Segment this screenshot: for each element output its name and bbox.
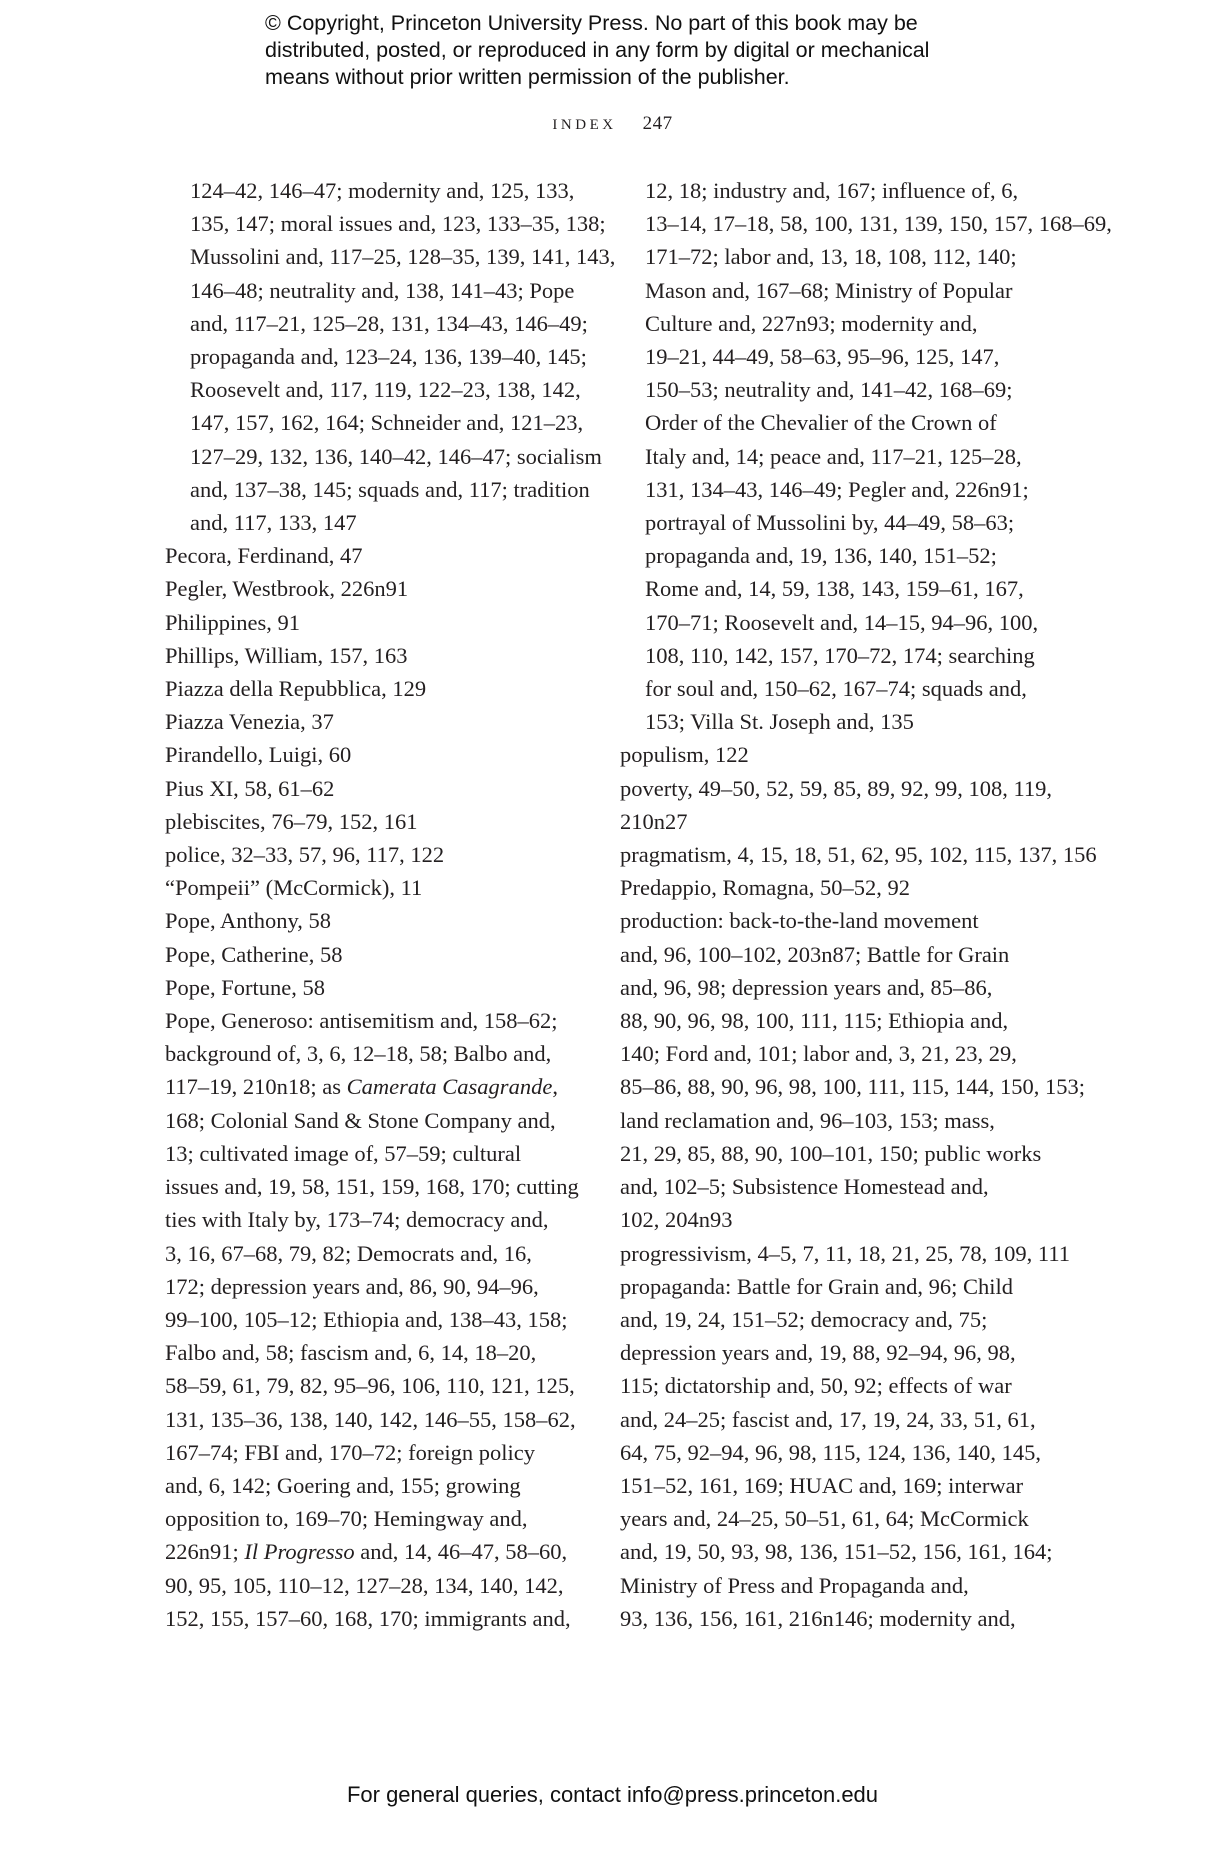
index-entry-line: Rome and, 14, 59, 138, 143, 159–61, 167,: [645, 576, 1024, 602]
index-entry-progressivism: [620, 1237, 1070, 1270]
index-entry-line: and, 24–25; fascist and, 17, 19, 24, 33, 51, 61,: [620, 1406, 1036, 1432]
index-entry-line: 171–72; labor and, 13, 18, 108, 112, 140;: [645, 244, 1017, 270]
index-entry-pope-generoso: [165, 1004, 585, 1635]
index-entry-continued-entry: [165, 174, 616, 539]
index-entry-line: and, 96, 100–102, 203n87; Battle for Grain: [620, 941, 1010, 967]
index-entry-phillips: [165, 639, 585, 672]
index-entry-line: 85–86, 88, 90, 96, 98, 100, 111, 115, 144, 150, 153;: [620, 1074, 1085, 1100]
index-entry-line: Pegler, Westbrook, 226n91: [165, 576, 409, 602]
index-entry-production: [620, 904, 1085, 1236]
index-entry-predappio: [620, 871, 1030, 904]
index-entry-line: and, 19, 50, 93, 98, 136, 151–52, 156, 161, 164;: [620, 1539, 1053, 1565]
index-entry-line: for soul and, 150–62, 167–74; squads and,: [645, 676, 1027, 702]
index-entry-line: 19–21, 44–49, 58–63, 95–96, 125, 147,: [645, 344, 1000, 370]
index-entry-line: 151–52, 161, 169; HUAC and, 169; interwar: [620, 1472, 1024, 1498]
index-entry-line: land reclamation and, 96–103, 153; mass,: [620, 1107, 995, 1133]
index-entry-line: 150–53; neutrality and, 141–42, 168–69;: [645, 377, 1013, 403]
running-head: [0, 113, 1225, 135]
index-entry-line: propaganda: Battle for Grain and, 96; Child: [620, 1273, 1014, 1299]
index-entry-line: propaganda and, 123–24, 136, 139–40, 145;: [190, 344, 587, 370]
index-entry-line: 127–29, 132, 136, 140–42, 146–47; socialism: [190, 443, 602, 469]
index-entry-line: and, 117, 133, 147: [190, 510, 357, 536]
copyright-line: distributed, posted, or reproduced in any form by digital or mechanical: [265, 38, 930, 62]
index-entry-line: 13; cultivated image of, 57–59; cultural: [165, 1140, 522, 1166]
index-entry-line: 117–19, 210n18; as Camerata Casagrande,: [165, 1074, 558, 1100]
index-entry-line: 58–59, 61, 79, 82, 95–96, 106, 110, 121, 125,: [165, 1373, 575, 1399]
index-entry-line: 99–100, 105–12; Ethiopia and, 138–43, 158;: [165, 1306, 568, 1332]
index-entry-line: Italy and, 14; peace and, 117–21, 125–28,: [645, 443, 1022, 469]
index-entry-line: years and, 24–25, 50–51, 61, 64; McCormick: [620, 1506, 1029, 1532]
index-entry-line: and, 6, 142; Goering and, 155; growing: [165, 1472, 521, 1498]
index-entry-line: 168; Colonial Sand & Stone Company and,: [165, 1107, 556, 1133]
index-entry-line: poverty, 49–50, 52, 59, 85, 89, 92, 99, 108, 119,: [620, 775, 1053, 801]
index-entry-line: Pope, Generoso: antisemitism and, 158–62;: [165, 1008, 558, 1034]
index-entry-line: 172; depression years and, 86, 90, 94–96,: [165, 1273, 539, 1299]
index-entry-line: Predappio, Romagna, 50–52, 92: [620, 875, 910, 901]
index-entry-line: and, 96, 98; depression years and, 85–86,: [620, 974, 993, 1000]
index-entry-line: 3, 16, 67–68, 79, 82; Democrats and, 16,: [165, 1240, 532, 1266]
index-entry-line: 108, 110, 142, 157, 170–72, 174; searching: [645, 642, 1035, 668]
index-entry-line: Order of the Chevalier of the Crown of: [645, 410, 997, 436]
index-entry-line: Pope, Fortune, 58: [165, 974, 325, 1000]
index-entry-pirandello: [165, 738, 585, 771]
index-entry-line: 21, 29, 85, 88, 90, 100–101, 150; public works: [620, 1140, 1042, 1166]
index-entry-line: 170–71; Roosevelt and, 14–15, 94–96, 100,: [645, 609, 1039, 635]
index-entry-line: 226n91; Il Progresso and, 14, 46–47, 58–60,: [165, 1539, 568, 1565]
index-entry-piazza-venezia: [165, 705, 585, 738]
index-column-left: [165, 174, 616, 1635]
index-entry-line: Philippines, 91: [165, 609, 301, 635]
index-entry-line: plebiscites, 76–79, 152, 161: [165, 808, 418, 834]
index-entry-line: Pirandello, Luigi, 60: [165, 742, 352, 768]
index-entry-line: propaganda and, 19, 136, 140, 151–52;: [645, 543, 997, 569]
index-entry-line: populism, 122: [620, 742, 749, 768]
index-entry-line: and, 137–38, 145; squads and, 117; tradition: [190, 476, 590, 502]
index-entry-line: 210n27: [620, 808, 688, 834]
index-entry-line: police, 32–33, 57, 96, 117, 122: [165, 842, 445, 868]
index-entry-piazza-della-repubblica: [165, 672, 585, 705]
index-entry-police: [165, 838, 585, 871]
index-entry-line: 131, 135–36, 138, 140, 142, 146–55, 158–62,: [165, 1406, 576, 1432]
index-entry-pius-xi: [165, 772, 585, 805]
index-entry-line: Pecora, Ferdinand, 47: [165, 543, 363, 569]
index-entry-line: production: back-to-the-land movement: [620, 908, 979, 934]
index-entry-line: Mason and, 167–68; Ministry of Popular: [645, 277, 1013, 303]
index-entry-philippines: [165, 606, 585, 639]
index-entry-line: Pope, Anthony, 58: [165, 908, 332, 934]
index-entry-line: Mussolini and, 117–25, 128–35, 139, 141, 143,: [190, 244, 616, 270]
footer-contact: For general queries, contact info@press.princeton.edu: [346, 1782, 879, 1807]
index-entry-line: 152, 155, 157–60, 168, 170; immigrants and,: [165, 1605, 571, 1631]
index-entry-line: Pope, Catherine, 58: [165, 941, 343, 967]
index-entry-line: portrayal of Mussolini by, 44–49, 58–63;: [645, 510, 1015, 536]
copyright-line: means without prior written permission of the publisher.: [265, 65, 790, 89]
index-entry-line: 124–42, 146–47; modernity and, 125, 133,: [190, 178, 575, 203]
index-entry-poverty: [620, 772, 1053, 838]
index-entry-line: issues and, 19, 58, 151, 159, 168, 170; cutting: [165, 1174, 579, 1200]
index-entry-line: pragmatism, 4, 15, 18, 51, 62, 95, 102, 115, 137, 156: [620, 842, 1097, 868]
index-entry-plebiscites: [165, 805, 585, 838]
index-entry-line: 13–14, 17–18, 58, 100, 131, 139, 150, 157, 168–69,: [645, 211, 1112, 237]
page-number: 247: [642, 113, 673, 134]
index-entry-line: 12, 18; industry and, 167; influence of, 6,: [645, 178, 1019, 203]
index-entry-line: Culture and, 227n93; modernity and,: [645, 310, 978, 336]
index-entry-line: 102, 204n93: [620, 1207, 733, 1233]
index-entry-line: Ministry of Press and Propaganda and,: [620, 1572, 969, 1598]
index-entry-line: 90, 95, 105, 110–12, 127–28, 134, 140, 142,: [165, 1572, 564, 1598]
index-entry-line: 64, 75, 92–94, 96, 98, 115, 124, 136, 140, 145,: [620, 1439, 1042, 1465]
index-entry-line: and, 102–5; Subsistence Homestead and,: [620, 1174, 989, 1200]
index-entry-line: opposition to, 169–70; Hemingway and,: [165, 1506, 528, 1532]
index-entry-pope-anthony: [165, 904, 585, 937]
index-entry-line: Pius XI, 58, 61–62: [165, 775, 335, 801]
index-entry-line: Falbo and, 58; fascism and, 6, 14, 18–20,: [165, 1340, 537, 1366]
index-entry-line: 93, 136, 156, 161, 216n146; modernity and,: [620, 1605, 1016, 1631]
index-entry-line: progressivism, 4–5, 7, 11, 18, 21, 25, 78, 109, 111: [620, 1240, 1070, 1266]
index-entry-pope-fortune: [165, 971, 585, 1004]
index-entry-line: 140; Ford and, 101; labor and, 3, 21, 23, 29,: [620, 1041, 1017, 1067]
index-entry-line: 147, 157, 162, 164; Schneider and, 121–23,: [190, 410, 584, 436]
copyright-line: © Copyright, Princeton University Press. No part of this book may be: [265, 11, 918, 35]
index-column-right: [620, 174, 1112, 1635]
index-entry-line: background of, 3, 6, 12–18, 58; Balbo and,: [165, 1041, 552, 1067]
index-entry-pragmatism: [620, 838, 1097, 871]
index-entry-pope-catherine: [165, 938, 585, 971]
index-entry-line: 115; dictatorship and, 50, 92; effects of war: [620, 1373, 1012, 1399]
index-entry-line: ties with Italy by, 173–74; democracy and,: [165, 1207, 549, 1233]
index-entry-populism: [620, 738, 1030, 771]
index-entry-line: Piazza Venezia, 37: [165, 709, 334, 735]
index-entry-pompeii: [165, 871, 585, 904]
running-head-label: INDEX: [552, 117, 617, 133]
index-entry-line: and, 117–21, 125–28, 131, 134–43, 146–49;: [190, 310, 588, 336]
index-entry-line: 88, 90, 96, 98, 100, 111, 115; Ethiopia and,: [620, 1008, 1009, 1034]
index-entry-line: and, 19, 24, 151–52; democracy and, 75;: [620, 1306, 988, 1332]
index-entry-line: 167–74; FBI and, 170–72; foreign policy: [165, 1439, 535, 1465]
index-entry-line: 135, 147; moral issues and, 123, 133–35, 138;: [190, 211, 606, 237]
index-entry-line: 146–48; neutrality and, 138, 141–43; Pope: [190, 277, 575, 303]
index-entry-pecora: [165, 539, 585, 572]
index-entry-continued-entry-pope-generoso: [620, 174, 1112, 738]
index-entry-line: Roosevelt and, 117, 119, 122–23, 138, 142,: [190, 377, 581, 403]
index-entry-line: “Pompeii” (McCormick), 11: [165, 875, 423, 901]
index-entry-line: 131, 134–43, 146–49; Pegler and, 226n91;: [645, 476, 1029, 502]
index-entry-line: Piazza della Repubblica, 129: [165, 676, 427, 702]
index-entry-line: Phillips, William, 157, 163: [165, 642, 408, 668]
index-entry-pegler: [165, 572, 585, 605]
index-entry-line: 153; Villa St. Joseph and, 135: [645, 709, 914, 735]
index-entry-line: depression years and, 19, 88, 92–94, 96, 98,: [620, 1340, 1016, 1366]
index-entry-propaganda: [620, 1270, 1053, 1635]
copyright-notice: [265, 10, 1025, 91]
